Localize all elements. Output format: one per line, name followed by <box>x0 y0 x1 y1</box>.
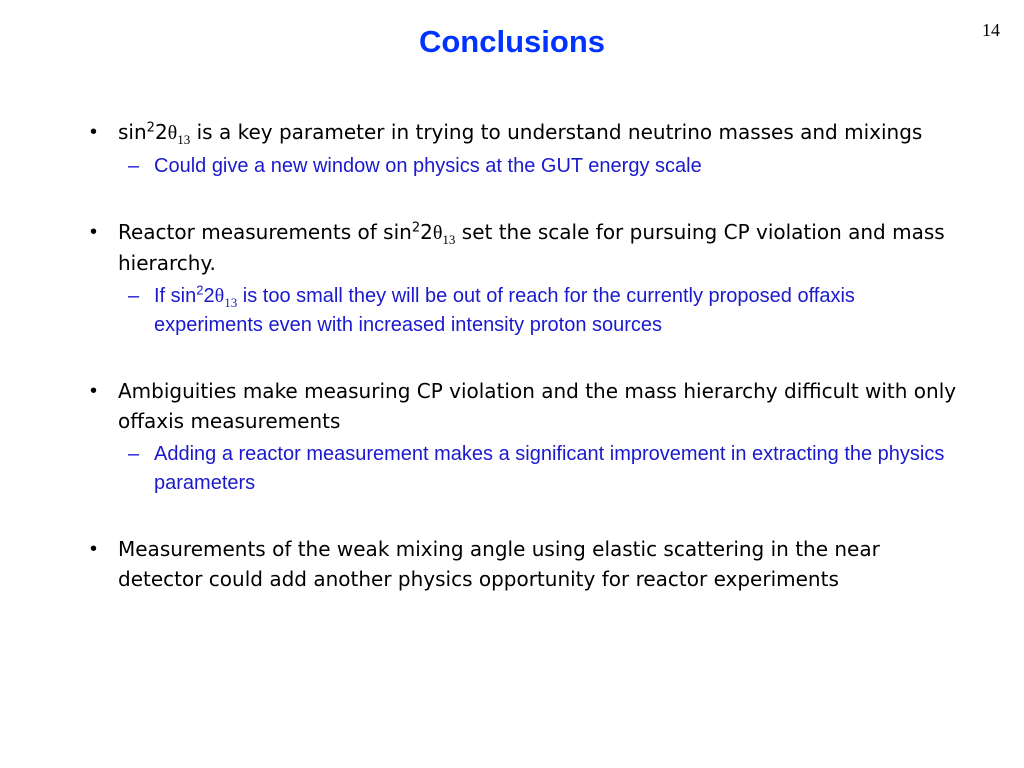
bullet-marker: • <box>90 380 98 402</box>
bullet-text <box>118 220 945 275</box>
sub-bullet-text-part: If sin <box>154 285 197 307</box>
page-number: 14 <box>982 20 1000 40</box>
theta-symbol: θ <box>432 222 443 244</box>
bullet-item <box>88 217 968 340</box>
bullet-text-part: Reactor measurements of sin <box>118 220 412 244</box>
sub-bullet-text-part: 2 <box>203 285 215 307</box>
theta-symbol: θ <box>214 285 225 307</box>
bullet-text-part: set the scale for pursuing CP violation and mass hierarchy. <box>118 220 945 275</box>
superscript: 2 <box>196 282 204 298</box>
subscript: 13 <box>177 132 191 147</box>
subscript: 13 <box>442 232 456 247</box>
superscript: 2 <box>411 220 421 236</box>
bullet-text-part: is a key parameter in trying to understand neutrino masses and mixings <box>190 120 923 144</box>
bullet-text-part: sin <box>118 120 147 144</box>
bullet-marker: • <box>90 538 98 560</box>
superscript: 2 <box>146 120 155 136</box>
bullet-marker: • <box>90 121 98 143</box>
theta-symbol: θ <box>167 122 178 144</box>
bullet-item <box>88 534 968 594</box>
page-title: Conclusions <box>418 24 605 59</box>
sub-bullet-marker: – <box>128 155 140 177</box>
bullet-item <box>88 376 968 498</box>
subscript: 13 <box>224 295 238 310</box>
sub-bullet-text-part: is too small they will be out of reach for the currently proposed offaxis experiments even with increased intensity proton sources <box>154 285 855 336</box>
sub-bullet-marker: – <box>128 285 140 307</box>
bullet-text-part: 2 <box>154 120 168 144</box>
sub-bullet-item <box>118 282 968 340</box>
sub-bullet-marker: – <box>128 443 140 465</box>
sub-bullet-text: Adding a reactor measurement makes a significant improvement in extracting the physics parameters <box>154 443 945 494</box>
bullet-text: Measurements of the weak mixing angle using elastic scattering in the near detector could add another physics opportunity for reactor experiments <box>118 537 880 591</box>
sub-bullet-item <box>118 152 968 181</box>
bullet-text: Ambiguities make measuring CP violation and the mass hierarchy difficult with only offaxis measurements <box>118 379 957 433</box>
bullet-text-part: 2 <box>420 220 433 244</box>
sub-bullet-text: Could give a new window on physics at the GUT energy scale <box>154 155 702 177</box>
sub-bullet-item <box>118 440 968 498</box>
bullet-text <box>118 120 923 147</box>
bullet-marker: • <box>90 221 98 243</box>
bullet-list <box>88 117 968 594</box>
sub-bullet-text <box>154 282 855 336</box>
bullet-item <box>88 117 968 181</box>
